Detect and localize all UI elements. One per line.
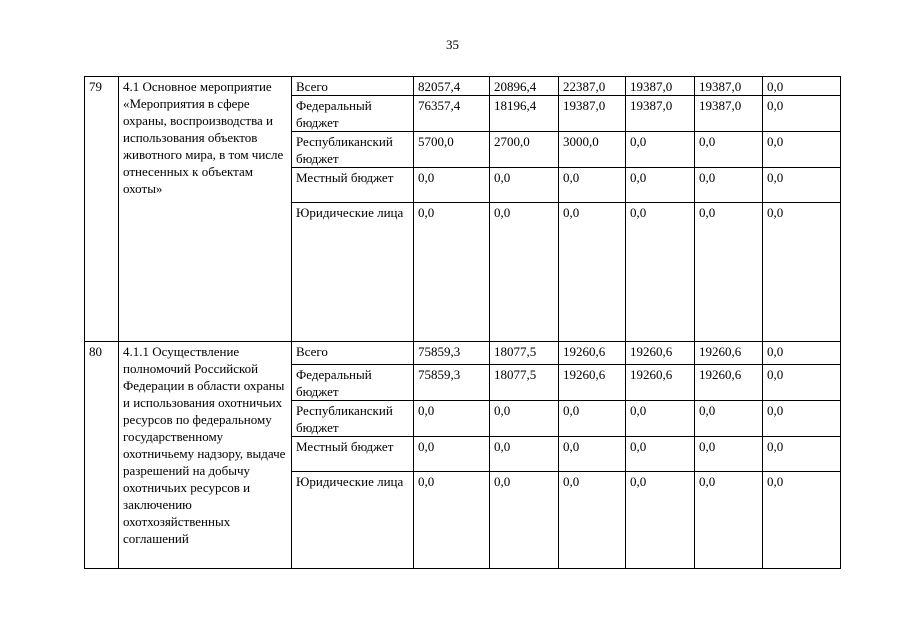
- value-year-cell: 0,0: [763, 365, 841, 401]
- value-year-cell: 0,0: [626, 168, 695, 203]
- value-year-cell: 0,0: [763, 472, 841, 569]
- funding-source-cell: Всего: [292, 342, 414, 365]
- value-year-cell: 19387,0: [559, 96, 626, 132]
- activity-name-cell: 4.1 Основное мероприятие «Мероприятия в сфере охраны, воспроизводства и использования объектов животного мира, в том числе отнесенных к объектам охоты»: [119, 77, 292, 342]
- funding-source-cell: Юридические лица: [292, 203, 414, 342]
- budget-table: [84, 76, 841, 569]
- value-year-cell: 3000,0: [559, 132, 626, 168]
- funding-source-cell: Федеральный бюджет: [292, 365, 414, 401]
- value-total-cell: 76357,4: [414, 96, 490, 132]
- value-total-cell: 75859,3: [414, 365, 490, 401]
- value-year-cell: 0,0: [695, 203, 763, 342]
- funding-source-cell: Всего: [292, 77, 414, 96]
- value-year-cell: 19260,6: [695, 342, 763, 365]
- value-total-cell: 5700,0: [414, 132, 490, 168]
- table-row: [85, 342, 841, 365]
- value-total-cell: 82057,4: [414, 77, 490, 96]
- value-year-cell: 0,0: [695, 401, 763, 437]
- value-year-cell: 18196,4: [490, 96, 559, 132]
- value-year-cell: 0,0: [763, 77, 841, 96]
- value-year-cell: 0,0: [626, 437, 695, 472]
- value-year-cell: 0,0: [626, 472, 695, 569]
- value-year-cell: 0,0: [490, 437, 559, 472]
- value-year-cell: 0,0: [559, 437, 626, 472]
- table-row: [85, 77, 841, 96]
- value-year-cell: 19260,6: [559, 342, 626, 365]
- value-year-cell: 0,0: [763, 132, 841, 168]
- value-year-cell: 0,0: [695, 472, 763, 569]
- value-year-cell: 0,0: [695, 168, 763, 203]
- value-year-cell: 19387,0: [626, 77, 695, 96]
- value-year-cell: 0,0: [763, 96, 841, 132]
- value-year-cell: 19387,0: [626, 96, 695, 132]
- funding-source-cell: Местный бюджет: [292, 168, 414, 203]
- value-year-cell: 0,0: [695, 437, 763, 472]
- funding-source-cell: Местный бюджет: [292, 437, 414, 472]
- value-year-cell: 2700,0: [490, 132, 559, 168]
- funding-source-cell: Республиканский бюджет: [292, 401, 414, 437]
- value-year-cell: 0,0: [695, 132, 763, 168]
- row-number-cell: 79: [85, 77, 119, 342]
- funding-source-cell: Республиканский бюджет: [292, 132, 414, 168]
- funding-source-cell: Федеральный бюджет: [292, 96, 414, 132]
- value-year-cell: 0,0: [559, 472, 626, 569]
- value-year-cell: 0,0: [763, 401, 841, 437]
- value-year-cell: 0,0: [763, 342, 841, 365]
- value-total-cell: 0,0: [414, 472, 490, 569]
- value-total-cell: 75859,3: [414, 342, 490, 365]
- value-year-cell: 18077,5: [490, 365, 559, 401]
- page-number: 35: [446, 37, 459, 52]
- value-year-cell: 19260,6: [626, 342, 695, 365]
- value-total-cell: 0,0: [414, 401, 490, 437]
- value-year-cell: 19260,6: [626, 365, 695, 401]
- value-year-cell: 19260,6: [695, 365, 763, 401]
- value-year-cell: 19260,6: [559, 365, 626, 401]
- funding-source-cell: Юридические лица: [292, 472, 414, 569]
- value-year-cell: 0,0: [626, 401, 695, 437]
- value-year-cell: 0,0: [490, 203, 559, 342]
- value-year-cell: 0,0: [626, 203, 695, 342]
- value-year-cell: 20896,4: [490, 77, 559, 96]
- value-year-cell: 0,0: [559, 203, 626, 342]
- value-total-cell: 0,0: [414, 203, 490, 342]
- value-year-cell: 0,0: [559, 401, 626, 437]
- row-number-cell: 80: [85, 342, 119, 569]
- value-year-cell: 0,0: [490, 472, 559, 569]
- activity-name-cell: 4.1.1 Осуществление полномочий Российской Федерации в области охраны и использования охотничьих ресурсов по федеральному государственному охотничьему надзору, выдаче разрешений на добычу охотничьих ресурсов и заключению охотхозяйственных соглашений: [119, 342, 292, 569]
- value-year-cell: 0,0: [490, 401, 559, 437]
- value-total-cell: 0,0: [414, 168, 490, 203]
- value-year-cell: 19387,0: [695, 77, 763, 96]
- value-year-cell: 0,0: [626, 132, 695, 168]
- value-total-cell: 0,0: [414, 437, 490, 472]
- value-year-cell: 0,0: [763, 437, 841, 472]
- value-year-cell: 0,0: [490, 168, 559, 203]
- value-year-cell: 0,0: [559, 168, 626, 203]
- value-year-cell: 0,0: [763, 203, 841, 342]
- value-year-cell: 22387,0: [559, 77, 626, 96]
- value-year-cell: 18077,5: [490, 342, 559, 365]
- value-year-cell: 19387,0: [695, 96, 763, 132]
- value-year-cell: 0,0: [763, 168, 841, 203]
